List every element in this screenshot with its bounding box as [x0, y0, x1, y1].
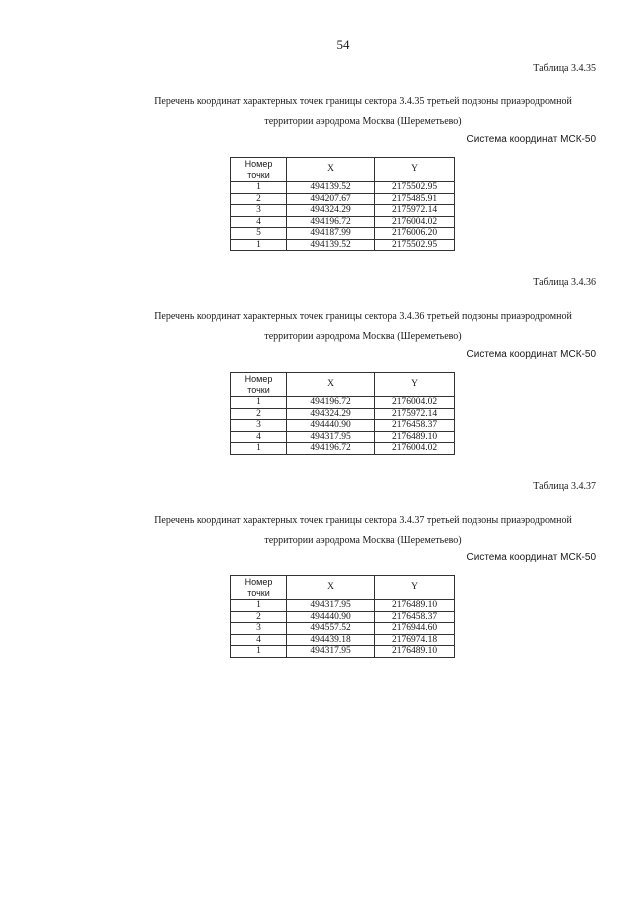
cell-y: 2176004.02: [375, 216, 455, 228]
cell-y: 2175502.95: [375, 182, 455, 194]
table-caption: Таблица 3.4.37: [533, 481, 596, 492]
table-row: [231, 623, 455, 635]
table-title: [100, 511, 626, 551]
table-row: [231, 182, 455, 194]
cell-point-number: 3: [231, 205, 287, 217]
cell-x: 494324.29: [287, 205, 375, 217]
cell-point-number: 2: [231, 193, 287, 205]
table-row: [231, 431, 455, 443]
column-header-x: X: [287, 158, 375, 182]
table-row: [231, 397, 455, 409]
column-header-y: Y: [375, 373, 455, 397]
cell-x: 494196.72: [287, 443, 375, 455]
cell-x: 494187.99: [287, 228, 375, 240]
cell-point-number: 4: [231, 634, 287, 646]
cell-x: 494196.72: [287, 397, 375, 409]
cell-y: 2176004.02: [375, 443, 455, 455]
cell-y: 2176458.37: [375, 611, 455, 623]
cell-x: 494557.52: [287, 623, 375, 635]
table-caption: Таблица 3.4.35: [533, 63, 596, 74]
cell-x: 494439.18: [287, 634, 375, 646]
cell-x: 494440.90: [287, 611, 375, 623]
column-header-y: Y: [375, 576, 455, 600]
coordinate-system-label: Система координат МСК-50: [466, 552, 596, 563]
cell-x: 494317.95: [287, 431, 375, 443]
cell-y: 2176004.02: [375, 397, 455, 409]
table-row: [231, 600, 455, 612]
table-row: [231, 216, 455, 228]
table-title: [100, 307, 626, 347]
cell-point-number: 1: [231, 182, 287, 194]
coordinates-table: [230, 575, 455, 658]
table-header-row: [231, 158, 455, 182]
coordinate-system-label: Система координат МСК-50: [466, 349, 596, 360]
column-header-point-number: Номер точки: [231, 158, 287, 182]
table-header-row: [231, 576, 455, 600]
cell-point-number: 1: [231, 397, 287, 409]
table-title-line: территории аэродрома Москва (Шереметьево): [264, 116, 462, 127]
cell-y: 2176458.37: [375, 420, 455, 432]
cell-y: 2176006.20: [375, 228, 455, 240]
column-header-point-number: Номер точки: [231, 373, 287, 397]
column-header-y: Y: [375, 158, 455, 182]
column-header-x: X: [287, 373, 375, 397]
cell-point-number: 1: [231, 646, 287, 658]
table-title-line: Перечень координат характерных точек границы сектора 3.4.37 третьей подзоны приаэродромной: [154, 515, 572, 526]
cell-point-number: 1: [231, 239, 287, 251]
cell-x: 494440.90: [287, 420, 375, 432]
cell-x: 494317.95: [287, 646, 375, 658]
table-title-line: Перечень координат характерных точек границы сектора 3.4.36 третьей подзоны приаэродромной: [154, 311, 572, 322]
table-title-line: территории аэродрома Москва (Шереметьево): [264, 535, 462, 546]
cell-y: 2175972.14: [375, 408, 455, 420]
cell-x: 494207.67: [287, 193, 375, 205]
column-header-x: X: [287, 576, 375, 600]
table-row: [231, 228, 455, 240]
cell-y: 2175485.91: [375, 193, 455, 205]
coordinates-table: [230, 157, 455, 251]
table-header-row: [231, 373, 455, 397]
table-row: [231, 634, 455, 646]
column-header-point-number: Номер точки: [231, 576, 287, 600]
cell-y: 2176489.10: [375, 646, 455, 658]
cell-y: 2176944.60: [375, 623, 455, 635]
cell-point-number: 2: [231, 611, 287, 623]
page-number: 54: [336, 37, 350, 52]
cell-x: 494317.95: [287, 600, 375, 612]
table-title-line: Перечень координат характерных точек границы сектора 3.4.35 третьей подзоны приаэродромной: [154, 96, 572, 107]
table-row: [231, 420, 455, 432]
cell-y: 2176489.10: [375, 600, 455, 612]
cell-y: 2176489.10: [375, 431, 455, 443]
table-row: [231, 193, 455, 205]
cell-point-number: 1: [231, 443, 287, 455]
cell-point-number: 3: [231, 420, 287, 432]
cell-point-number: 2: [231, 408, 287, 420]
table-caption: Таблица 3.4.36: [533, 277, 596, 288]
table-row: [231, 239, 455, 251]
cell-point-number: 1: [231, 600, 287, 612]
table-row: [231, 646, 455, 658]
cell-point-number: 4: [231, 431, 287, 443]
cell-x: 494196.72: [287, 216, 375, 228]
coordinates-table: [230, 372, 455, 455]
cell-x: 494139.52: [287, 182, 375, 194]
cell-x: 494139.52: [287, 239, 375, 251]
cell-point-number: 5: [231, 228, 287, 240]
table-row: [231, 205, 455, 217]
cell-y: 2175972.14: [375, 205, 455, 217]
cell-point-number: 3: [231, 623, 287, 635]
table-title: [100, 92, 626, 132]
coordinate-system-label: Система координат МСК-50: [466, 134, 596, 145]
table-title-line: территории аэродрома Москва (Шереметьево): [264, 331, 462, 342]
table-row: [231, 408, 455, 420]
table-row: [231, 443, 455, 455]
table-row: [231, 611, 455, 623]
cell-y: 2175502.95: [375, 239, 455, 251]
cell-y: 2176974.18: [375, 634, 455, 646]
cell-point-number: 4: [231, 216, 287, 228]
cell-x: 494324.29: [287, 408, 375, 420]
